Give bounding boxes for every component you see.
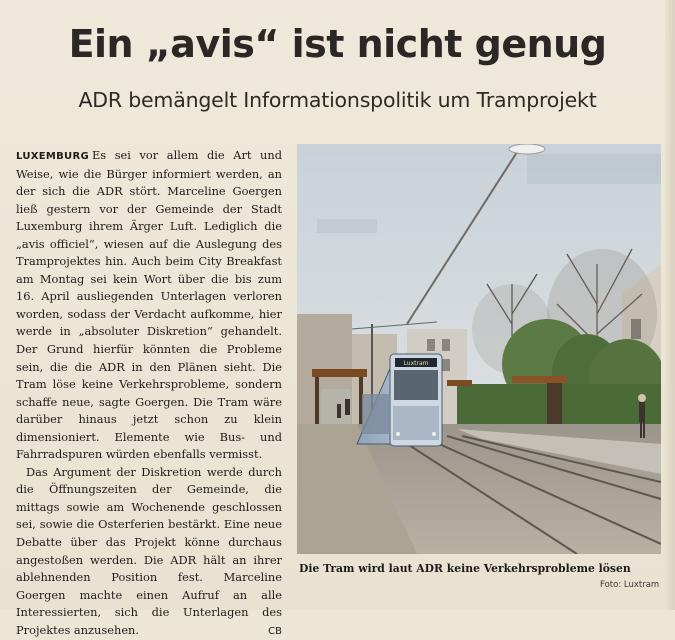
article-body: [16, 147, 282, 640]
tram-destination-display: Luxtram: [403, 360, 429, 367]
photo-caption: Die Tram wird laut ADR keine Verkehrsprobleme lösen: [299, 562, 631, 575]
author-initials: CB: [268, 625, 282, 637]
article-subheadline: ADR bemängelt Informationspolitik um Tramprojekt: [78, 88, 597, 112]
tram-photo: [297, 144, 661, 554]
paragraph-1-text: Es sei vor allem die Art und Weise, wie die Bürger informiert werden, an der sich die ADR stört. Marceline Goergen ließ gestern vor der Gemeinde der Stadt Luxemburg ihrem Ärger Luft. Lediglich die „avis officiel“, wiesen auf die Auslegung des Tramprojektes hin. Auch beim City Breakfast am Montag sei kein Wort über die bis zum 16. April ausliegenden Unterlagen verloren worden, sodass der Verdacht aufkomme, hier werde in „absoluter Diskretion“ gehandelt. Der Grund hierfür könnten die Probleme sein, die die ADR in den Plänen sieht. Die Tram löse keine Verkehrsprobleme, sondern schaffe neue, sagte Goergen. Die Tram wäre darüber hinaus jetzt schon zu klein dimensioniert. Elemente wie Bus- und Fahrradspuren würden ebenfalls vermisst.: [16, 148, 282, 462]
article-paragraph-2: [16, 464, 282, 639]
dateline: LUXEMBURG: [16, 151, 89, 162]
photo-credit: Foto: Luxtram: [600, 580, 660, 590]
paragraph-2-text: Das Argument der Diskretion werde durch die Öffnungszeiten der Gemeinde, die mittags sowie am Wochenende geschlossen sei, sowie die Osterferien bestärkt. Eine neue Debatte über das Projekt könne durchaus angestoßen werden. Die ADR hält an ihrer ablehnenden Position fest. Marceline Goergen machte einen Aufruf an alle Interessierten, sich die Unterlagen des Projektes anzusehen.: [16, 464, 282, 637]
tram-photo-illustration: [297, 144, 661, 554]
page-edge: [665, 0, 675, 610]
article-headline: Ein „avis“ ist nicht genug: [68, 22, 607, 66]
article-paragraph-1: [16, 147, 282, 464]
